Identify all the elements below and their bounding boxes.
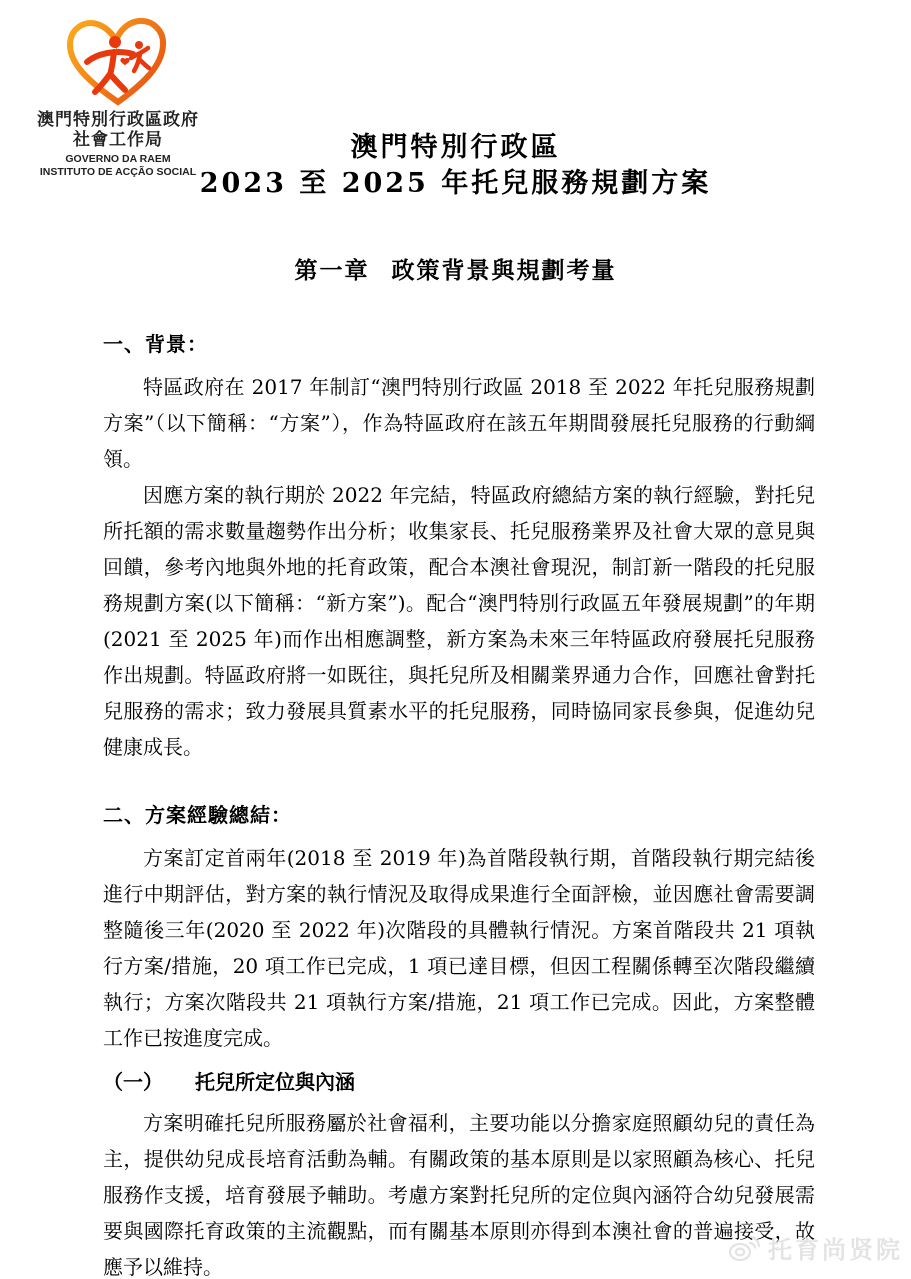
section-1-heading: 一、背景： bbox=[103, 332, 208, 356]
document-title-line1: 澳門特別行政區 bbox=[350, 132, 561, 163]
subsection-title: 托兒所定位與內涵 bbox=[195, 1070, 355, 1094]
subsection-1-heading bbox=[103, 1066, 815, 1095]
agency-name-zh-line2: 社會工作局 bbox=[73, 130, 163, 149]
document-title-line2: 2023 至 2025 年托兒服務規劃方案 bbox=[199, 168, 712, 199]
watermark-text: 托育尚贤院 bbox=[768, 1237, 903, 1264]
section-2-heading: 二、方案經驗總結： bbox=[103, 803, 292, 827]
figure-head bbox=[109, 36, 121, 48]
paragraph: 方案訂定首兩年(2018 至 2019 年)為首階段執行期，首階段執行期完結後進行中期評估，對方案的執行情況及取得成果進行全面評檢，並因應社會需要調整隨後三年(2020 至 2022 年)次階段的具體執行情況。方案首階段共 21 項執行方案/措施，20 項工作已完成，1 項已達目標，但因工程關係轉至次階段繼續執行；方案次階段共 21 項執行方案/措施，21 項工作已完成。因此，方案整體工作已按進度完成。 bbox=[103, 846, 815, 1050]
heart-figures-logo-icon bbox=[59, 12, 177, 110]
title-block bbox=[0, 130, 911, 285]
document-body bbox=[103, 328, 815, 1279]
agency-name-pt-line2: INSTITUTO DE ACÇÃO SOCIAL bbox=[39, 166, 197, 178]
chapter-label: 第一章 bbox=[294, 257, 370, 284]
paragraph: 特區政府在 2017 年制訂“澳門特別行政區 2018 至 2022 年托兒服務規劃方案”（以下簡稱：“方案”），作為特區政府在該五年期間發展托兒服務的行動綱領。 bbox=[103, 375, 815, 471]
agency-name-zh-line1: 澳門特別行政區政府 bbox=[37, 110, 199, 129]
weibo-icon bbox=[728, 1234, 762, 1262]
paragraph: 因應方案的執行期於 2022 年完結，特區政府總結方案的執行經驗，對托兒所托額的需求數量趨勢作出分析；收集家長、托兒服務業界及社會大眾的意見與回饋，參考內地與外地的托育政策，配合本澳社會現況，制訂新一階段的托兒服務規劃方案(以下簡稱：“新方案”)。配合“澳門特別行政區五年發展規劃”的年期(2021 至 2025 年)而作出相應調整，新方案為未來三年特區政府發展托兒服務作出規劃。特區政府將一如既往，與托兒所及相關業界通力合作，回應社會對托兒服務的需求；致力發展具質素水平的托兒服務，同時協同家長參與，促進幼兒健康成長。 bbox=[103, 483, 815, 759]
subsection-number: （一） bbox=[103, 1070, 163, 1094]
watermark bbox=[728, 1230, 903, 1265]
chapter-heading bbox=[0, 252, 911, 285]
chapter-title: 政策背景與規劃考量 bbox=[391, 257, 617, 284]
paragraph: 方案明確托兒所服務屬於社會福利，主要功能以分擔家庭照顧幼兒的責任為主，提供幼兒成長培育活動為輔。有關政策的基本原則是以家照顧為核心、托兒服務作支援，培育發展予輔助。考慮方案對托兒所的定位與內涵符合幼兒發展需要與國際托育政策的主流觀點，而有關基本原則亦得到本澳社會的普遍接受，故應予以維持。 bbox=[103, 1111, 815, 1279]
agency-name-pt-line1: GOVERNO DA RAEM bbox=[65, 153, 171, 165]
